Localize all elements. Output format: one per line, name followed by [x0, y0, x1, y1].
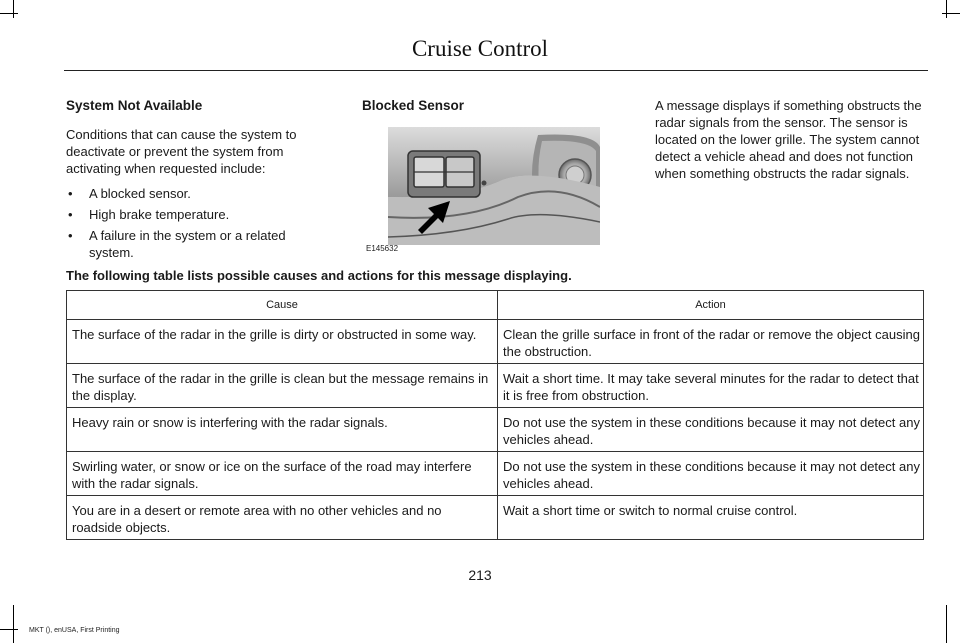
crop-mark [946, 605, 947, 643]
column-header-cause: Cause [67, 291, 498, 320]
crop-mark [13, 605, 14, 643]
column-header-action: Action [498, 291, 924, 320]
table-row [67, 408, 924, 452]
list-item: • A failure in the system or a related system. [66, 227, 328, 261]
action-cell: Clean the grille surface in front of the radar or remove the object causing the obstruction. [498, 320, 924, 364]
action-cell: Wait a short time. It may take several minutes for the radar to detect that it is free from obstruction. [498, 364, 924, 408]
cause-cell: You are in a desert or remote area with no other vehicles and no roadside objects. [67, 496, 498, 540]
cause-cell: The surface of the radar in the grille is clean but the message remains in the display. [67, 364, 498, 408]
table-intro: The following table lists possible causes and actions for this message displaying. [66, 268, 572, 283]
section-paragraph: Conditions that can cause the system to deactivate or prevent the system from activating when requested include: [66, 127, 297, 176]
list-item: • High brake temperature. [66, 206, 328, 223]
grille-sensor-illustration [388, 127, 600, 245]
page-number: 213 [468, 567, 492, 583]
crop-mark [13, 0, 14, 18]
crop-mark [946, 0, 947, 18]
section-heading: Blocked Sensor [362, 98, 465, 113]
action-cell: Do not use the system in these conditions because it may not detect any vehicles ahead. [498, 408, 924, 452]
figure-code: E145632 [366, 244, 399, 253]
cause-cell: Heavy rain or snow is interfering with the radar signals. [67, 408, 498, 452]
section-heading: System Not Available [66, 98, 203, 113]
action-cell: Do not use the system in these conditions because it may not detect any vehicles ahead. [498, 452, 924, 496]
system-not-available-section [66, 97, 328, 265]
header-rule [64, 70, 928, 71]
message-description [655, 97, 927, 190]
action-cell: Wait a short time or switch to normal cruise control. [498, 496, 924, 540]
cause-cell: Swirling water, or snow or ice on the surface of the road may interfere with the radar signals. [67, 452, 498, 496]
table-header-row [67, 291, 924, 320]
crop-mark [942, 13, 960, 14]
list-item: • A blocked sensor. [66, 185, 328, 202]
table-row [67, 496, 924, 540]
table-row [67, 452, 924, 496]
table-row [67, 364, 924, 408]
page-title: Cruise Control [411, 36, 549, 61]
causes-actions-table [66, 290, 924, 540]
cause-cell: The surface of the radar in the grille is dirty or obstructed in some way. [67, 320, 498, 364]
crop-mark [0, 13, 18, 14]
section-paragraph: A message displays if something obstructs the radar signals from the sensor. The sensor is located on the lower grille. The system cannot detect a vehicle ahead and does not function when something obstructs the radar signals. [655, 98, 922, 181]
conditions-list [66, 185, 328, 261]
blocked-sensor-section [362, 97, 612, 126]
table-row [67, 320, 924, 364]
footer-text: MKT (), enUSA, First Printing [29, 627, 120, 634]
crop-mark [0, 629, 18, 630]
